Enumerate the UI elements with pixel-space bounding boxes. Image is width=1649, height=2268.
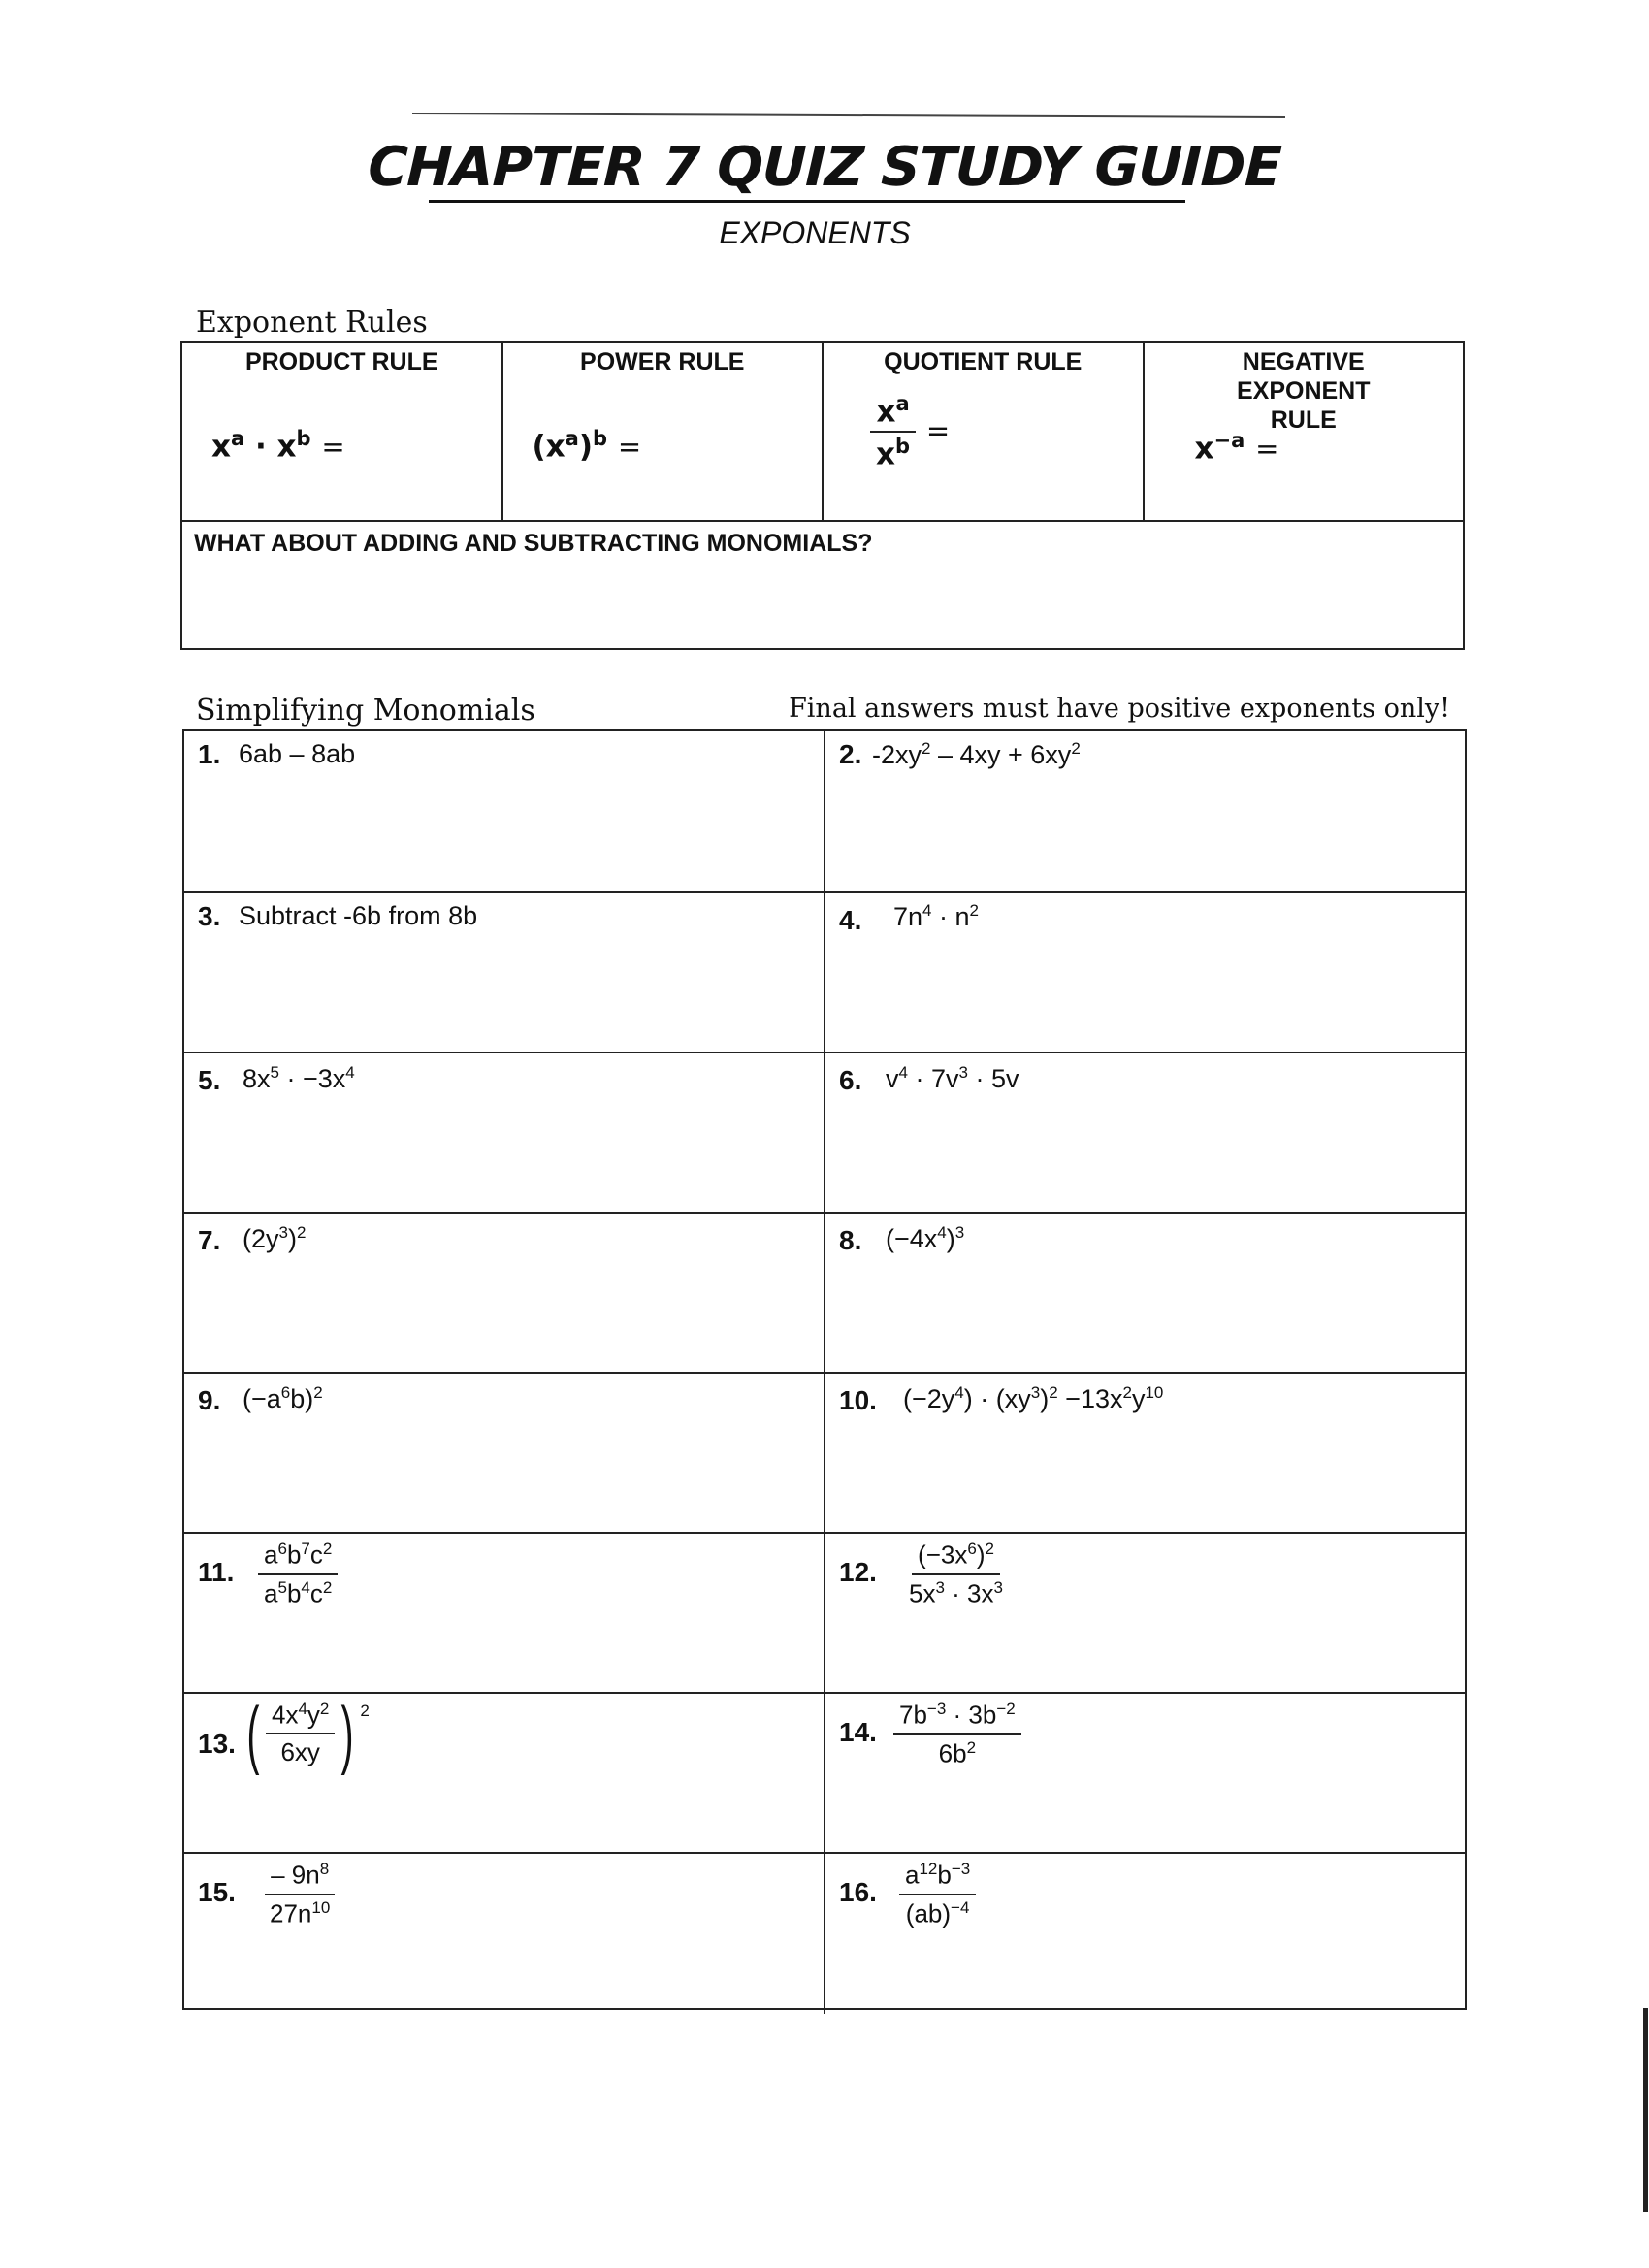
problem-cell (825, 1053, 1465, 1214)
problem-cell (825, 1374, 1465, 1534)
problem-cell (184, 893, 825, 1053)
problem-row (184, 891, 1465, 1053)
problem-row (184, 1532, 1465, 1694)
problem-cell (825, 1214, 1465, 1374)
problem-expression: $8x^5 \cdot -3x^4$ (242, 1063, 355, 1093)
problem-number: 16. (839, 1877, 877, 1907)
problem-cell (184, 1214, 825, 1374)
simplifying-monomials-label: Simplifying Monomials (196, 694, 535, 728)
power-rule-cell (503, 343, 824, 520)
problem-cell (825, 1534, 1465, 1694)
problem-expression: $7n^4 \cdot n^2$ (893, 901, 979, 931)
exponent-rules-table (180, 341, 1465, 650)
problem-expression: $(-a^6b)^2$ (242, 1383, 323, 1413)
problem-row (184, 1052, 1465, 1214)
problem-cell (184, 1691, 825, 1854)
problem-cell (825, 1854, 1465, 2014)
problem-expression: – $9n^8$ $27n^{10}$ (264, 1860, 336, 1928)
problem-number: 3. (198, 901, 221, 931)
problem-number: 9. (198, 1385, 221, 1415)
problem-cell (184, 731, 825, 891)
positive-exponents-note: Final answers must have positive exponents only! (789, 694, 1450, 724)
problem-number: 1. (198, 739, 221, 769)
problems-table (182, 729, 1467, 2010)
problem-expression: 6ab – 8ab (239, 739, 356, 768)
problem-expression: $a^6b^7c^2$ $a^5b^4c^2$ (258, 1539, 338, 1608)
problem-cell (184, 1053, 825, 1214)
problem-row (184, 1372, 1465, 1534)
problem-expression: $7b^{-3} \cdot 3b^{-2}$ $6b^2$ (893, 1700, 1021, 1768)
rule-heading: POWER RULE (580, 348, 745, 375)
top-rule (412, 113, 1285, 118)
rules-row (182, 343, 1463, 522)
problem-cell (825, 731, 1465, 891)
problem-cell (184, 1854, 825, 2014)
problem-number: 5. (198, 1065, 221, 1095)
problem-expression: $v^4 \cdot 7v^3 \cdot 5v$ (886, 1063, 1019, 1093)
exponent-rules-label: Exponent Rules (196, 306, 428, 340)
problem-cell (184, 1534, 825, 1694)
problem-cell (184, 1374, 825, 1534)
problem-expression: $-2xy^2 - 4xy + 6xy^2$ (872, 739, 1081, 769)
problem-number: 2. (839, 739, 862, 769)
problem-expression: $(2y^3)^2$ (242, 1223, 307, 1253)
power-rule-formula: $(x^a)^b$ = (532, 427, 642, 465)
problem-row (184, 731, 1465, 891)
problem-number: 4. (839, 905, 862, 935)
scan-edge-mark (1643, 2008, 1648, 2212)
problem-number: 8. (839, 1225, 862, 1255)
problem-expression: $(-4x^4)^3$ (886, 1223, 965, 1253)
rule-heading: QUOTIENT RULE (884, 348, 1083, 375)
problem-expression: $(-2y^4) \cdot (xy^3)^2 -13x^2y^{10}$ (903, 1383, 1164, 1413)
quotient-rule-formula: $\frac{x^a}{x^b}$ = (870, 392, 950, 472)
product-rule-cell (182, 343, 503, 520)
page-subtitle: EXPONENTS (719, 215, 911, 250)
negative-exponent-rule-cell (1145, 343, 1464, 520)
rule-heading: NEGATIVE EXPONENT RULE (1236, 348, 1371, 434)
negative-exponent-formula: $x^{-a}$ = (1194, 429, 1279, 467)
problem-number: 10. (839, 1385, 877, 1415)
problem-number: 6. (839, 1065, 862, 1095)
problem-row (184, 1692, 1465, 1854)
problem-row (184, 1852, 1465, 2014)
problem-expression: $(-3x^6)^2$ $5x^3 \cdot 3x^3$ (909, 1539, 1003, 1608)
adding-subtracting-prompt: WHAT ABOUT ADDING AND SUBTRACTING MONOMIALS? (194, 530, 873, 557)
problem-row (184, 1212, 1465, 1374)
page-title: CHAPTER 7 QUIZ STUDY GUIDE (367, 136, 1282, 199)
problem-number: 12. (839, 1557, 877, 1587)
problem-number: 11. (198, 1557, 235, 1587)
title-underline (429, 200, 1185, 203)
product-rule-formula: $x^a \cdot x^b$ = (211, 427, 345, 465)
problem-number: 7. (198, 1225, 221, 1255)
problem-number: 15. (198, 1877, 236, 1907)
problem-cell (825, 893, 1465, 1053)
quotient-rule-cell (824, 343, 1145, 520)
problem-number: 14. (839, 1717, 877, 1747)
problem-number: 13. (198, 1729, 236, 1759)
problem-expression: $a^{12}b^{-3}$ (ab)$^{-4}$ (899, 1860, 976, 1928)
problem-expression: ( $4x^4y^2$ 6xy ) 2 (246, 1691, 370, 1776)
rule-heading: PRODUCT RULE (244, 348, 438, 375)
problem-cell (825, 1694, 1465, 1854)
problem-expression: Subtract -6b from 8b (239, 901, 478, 930)
